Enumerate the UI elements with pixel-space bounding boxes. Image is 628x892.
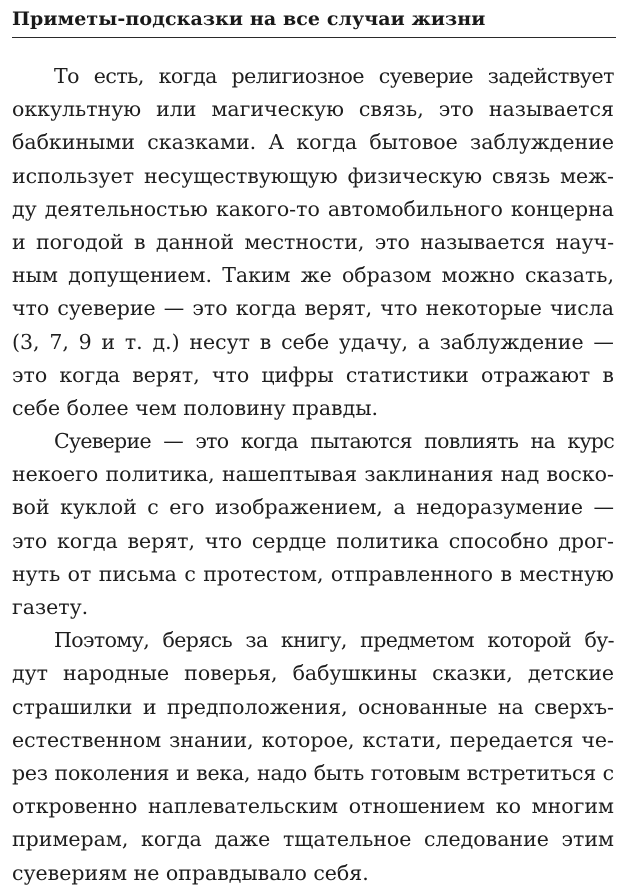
- text-line: рез поколения и века, надо быть готовым встретиться с: [12, 760, 614, 785]
- text-line: бабкиными сказками. А когда бытовое заблуждение: [12, 130, 614, 155]
- text-line: и погодой в данной местности, это называется науч-: [12, 229, 614, 254]
- text-line: То есть, когда религиозное суеверие задействует: [54, 64, 614, 88]
- text-line: естественном знании, которое, кстати, передается че-: [12, 727, 614, 752]
- paragraph-2: [12, 425, 614, 624]
- text-line: дут народные поверья, бабушкины сказки, детские: [12, 661, 614, 686]
- paragraph-1: [12, 60, 614, 425]
- text-line: это когда верят, что цифры статистики отражают в: [12, 362, 614, 387]
- text-line: вой куклой с его изображением, а недоразумение —: [12, 495, 614, 520]
- text-line: оккультную или магическую связь, это называется: [12, 97, 614, 122]
- text-line: себе более чем половину правды.: [12, 395, 379, 420]
- text-line: использует несуществующую физическую связь меж-: [12, 163, 614, 188]
- text-line: ным допущением. Таким же образом можно сказать,: [12, 263, 614, 288]
- text-line: суевериям не оправдывало себя.: [12, 860, 369, 885]
- text-line: некоего политика, нашептывая заклинания над воско-: [12, 462, 614, 487]
- body-text: [12, 60, 614, 890]
- text-line: (3, 7, 9 и т. д.) несут в себе удачу, а заблуждение —: [12, 329, 614, 354]
- text-line: Суеверие — это когда пытаются повлиять на курс: [54, 429, 615, 454]
- text-line: Поэтому, берясь за книгу, предметом которой бу-: [54, 628, 614, 653]
- text-line: примерам, когда даже тщательное следование этим: [12, 827, 614, 852]
- text-line: газету.: [12, 595, 89, 619]
- text-line: что суеверие — это когда верят, что некоторые числа: [12, 296, 614, 321]
- running-head: [12, 4, 616, 38]
- paragraph-3: [12, 624, 614, 890]
- text-line: ду деятельностью какого-то автомобильного концерна: [12, 196, 614, 221]
- text-line: откровенно наплевательским отношением ко многим: [12, 794, 614, 819]
- text-line: страшилки и предположения, основанные на сверхъ-: [12, 694, 614, 719]
- running-head-title: Приметы-подсказки на все случаи жизни: [12, 8, 486, 30]
- text-line: нуть от письма с протестом, отправленного в местную: [12, 561, 614, 586]
- text-line: это когда верят, что сердце политика способно дрог-: [12, 528, 614, 553]
